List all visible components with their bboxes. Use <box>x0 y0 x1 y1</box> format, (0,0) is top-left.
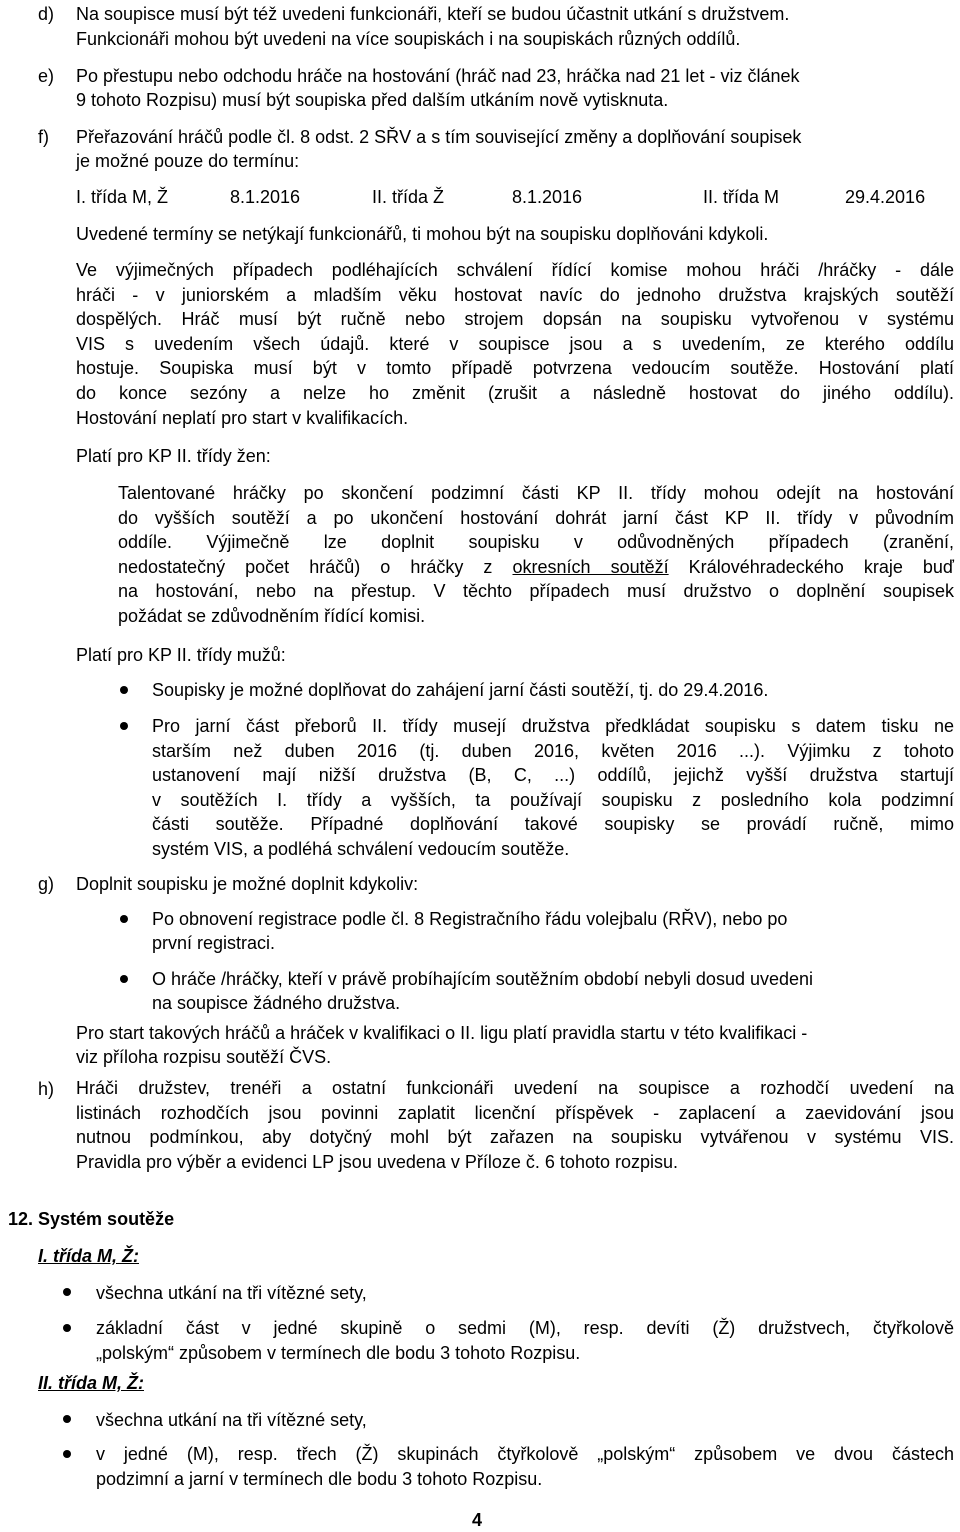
class-1-line: „polským“ způsobem v termínech dle bodu 3 tohoto Rozpisu. <box>96 1342 581 1363</box>
class-2-line: v jedné (M), resp. třech (Ž) skupinách čtyřkolově „polským“ způsobem ve dvou částech <box>96 1444 954 1464</box>
class-2-heading: II. třída M, Ž: <box>38 1373 144 1393</box>
kp-women-text: nedostatečný počet hráčů) o hráčky z <box>118 556 513 577</box>
bullet-icon <box>63 1415 71 1423</box>
g-paragraph-line1: Pro start takových hráčů a hráček v kvalifikaci o II. ligu platí pravidla startu v této kvalifikaci - <box>76 1023 808 1043</box>
page-number: 4 <box>472 1510 483 1530</box>
bullet-icon <box>120 915 128 923</box>
item-d-label: d) <box>38 4 55 24</box>
section-12-heading: 12. Systém soutěže <box>8 1209 175 1229</box>
exceptional-line: hostuje. Soupiska musí být v tomto případě potvrzena vedoucím soutěže. Hostování platí <box>76 358 954 379</box>
kp-women-line: Talentované hráčky po skončení podzimní části KP II. třídy mohou odejít na hostování <box>118 483 954 503</box>
deadline-1-label: I. třída M, Ž <box>76 187 169 207</box>
item-h-line: listinách rozhodčích jsou povinni zaplatit licenční příspěvek - zaplacení a zaevidování jsou <box>76 1102 954 1123</box>
exceptional-line: VIS s uvedením všech údajů. které v soupisce jsou a s uvedením, ze kterého oddílu <box>76 333 954 354</box>
note-functionaries: Uvedené termíny se netýkají funkcionářů, ti mohou být na soupisku doplňováni kdykoli. <box>76 224 769 244</box>
item-d-line1: Na soupisce musí být též uvedeni funkcionáři, kteří se budou účastnit utkání s družstvem. <box>76 4 790 24</box>
kp-men-line: ustanovení mají nižší družstva (B, C, ...) oddílů, jejichž vyšší družstva startují <box>152 765 954 786</box>
deadline-2-label: II. třída Ž <box>372 187 445 207</box>
class-2-bullet-1: všechna utkání na tři vítězné sety, <box>96 1410 367 1430</box>
bullet-icon <box>120 686 128 694</box>
kp-women-paragraph <box>118 481 954 629</box>
kp-men-line: systém VIS, a podléhá schválení vedoucím soutěže. <box>152 838 570 859</box>
deadline-2-date: 8.1.2016 <box>512 187 583 207</box>
item-g-text: Doplnit soupisku je možné doplnit kdykoliv: <box>76 874 419 894</box>
g-bullet-2-line2: na soupisce žádného družstva. <box>152 993 401 1013</box>
kp-women-heading: Platí pro KP II. třídy žen: <box>76 446 271 466</box>
g-bullet-1-line1: Po obnovení registrace podle čl. 8 Registračního řádu volejbalu (RŘV), nebo po <box>152 909 788 929</box>
deadline-1-date: 8.1.2016 <box>230 187 301 207</box>
class-2-line: podzimní a jarní v termínech dle bodu 3 tohoto Rozpisu. <box>96 1468 543 1489</box>
exceptional-line: dospělých. Hráč musí být ručně nebo strojem dopsán na soupisku vytvořenou v systému <box>76 309 954 330</box>
exceptional-line: do konce sezóny a nelze ho změnit (zrušit a následně hostovat do jiného oddílu). <box>76 382 954 403</box>
kp-women-text: Královéhradeckého kraje buď <box>668 556 954 577</box>
item-e-label: e) <box>38 66 55 86</box>
g-bullet-1-line2: první registraci. <box>152 933 276 953</box>
district-competitions-link: okresních soutěží <box>512 556 669 577</box>
kp-women-line: do vyšších soutěží a po ukončení hostování dohrát jarní část KP II. třídy v původním <box>118 507 954 528</box>
item-d-line2: Funkcionáři mohou být uvedeni na více soupiskách i na soupiskách různých oddílů. <box>76 29 741 49</box>
g-bullet-2-line1: O hráče /hráčky, kteří v právě probíhajícím soutěžním období nebyli dosud uvedeni <box>152 969 814 989</box>
kp-women-line: požádat se zdůvodněním řídící komisi. <box>118 605 426 626</box>
bullet-icon <box>63 1450 71 1458</box>
kp-women-line: na hostování, nebo na přestup. V těchto případech musí družstvo o doplnění soupisek <box>118 581 954 602</box>
exceptional-paragraph <box>76 258 954 430</box>
item-h-line: Hráči družstev, trenéři a ostatní funkcionáři uvedení na soupisce a rozhodčí uvedení na <box>76 1078 954 1098</box>
class-2-bullet-2 <box>96 1442 954 1491</box>
deadline-3-label: II. třída M <box>703 187 780 207</box>
item-g-label: g) <box>38 874 55 894</box>
kp-men-bullet-2 <box>152 714 954 862</box>
item-h-line: nutnou podmínkou, aby dotyčný mohl být zařazen na soupisku vytvářenou v systému VIS. <box>76 1127 954 1148</box>
kp-women-line: oddíle. Výjimečně lze doplnit soupisku v odůvodněných případech (zranění, <box>118 532 954 553</box>
g-paragraph-line2: viz příloha rozpisu soutěží ČVS. <box>76 1047 332 1067</box>
kp-men-line: části soutěže. Případné doplňování takové soupisky se provádí ručně, mimo <box>152 814 954 835</box>
class-1-bullet-1: všechna utkání na tři vítězné sety, <box>96 1283 367 1303</box>
item-h-paragraph <box>76 1076 954 1174</box>
kp-men-line: starším než duben 2016 (tj. duben 2016, květen 2016 ...). Výjimku z tohoto <box>152 740 954 761</box>
exceptional-line: hráči - v juniorském a mladším věku hostovat navíc do jednoho družstva krajských soutěží <box>76 284 954 305</box>
class-1-heading: I. třída M, Ž: <box>38 1246 139 1266</box>
item-f-label: f) <box>38 127 49 147</box>
kp-women-line <box>118 555 954 580</box>
bullet-icon <box>120 722 128 730</box>
exceptional-line: Ve výjimečných případech podléhajících schválení řídící komise mohou hráči /hráčky - dále <box>76 260 954 280</box>
item-f-line1: Přeřazování hráčů podle čl. 8 odst. 2 SŘV a s tím související změny a doplňování soupisek <box>76 127 802 147</box>
class-1-line: základní část v jedné skupině o sedmi (M), resp. devíti (Ž) družstvech, čtyřkolově <box>96 1318 954 1338</box>
item-e-line2: 9 tohoto Rozpisu) musí být soupiska před dalším utkáním nově vytisknuta. <box>76 90 669 110</box>
exceptional-line: Hostování neplatí pro start v kvalifikacích. <box>76 407 409 428</box>
item-h-label: h) <box>38 1079 55 1099</box>
item-e-line1: Po přestupu nebo odchodu hráče na hostování (hráč nad 23, hráčka nad 21 let - viz článek <box>76 66 800 86</box>
kp-men-line: v soutěžích I. třídy a vyšších, ta používají soupisku z posledního kola podzimní <box>152 789 954 810</box>
bullet-icon <box>63 1324 71 1332</box>
class-1-bullet-2 <box>96 1316 954 1365</box>
kp-men-bullet-1: Soupisky je možné doplňovat do zahájení jarní části soutěží, tj. do 29.4.2016. <box>152 680 769 700</box>
kp-men-line: Pro jarní část přeborů II. třídy musejí družstva předkládat soupisku s datem tisku ne <box>152 716 954 736</box>
bullet-icon <box>63 1288 71 1296</box>
item-h-line: Pravidla pro výběr a evidenci LP jsou uvedena v Příloze č. 6 tohoto rozpisu. <box>76 1151 679 1172</box>
item-f-line2: je možné pouze do termínu: <box>76 151 300 171</box>
bullet-icon <box>120 975 128 983</box>
kp-men-heading: Platí pro KP II. třídy mužů: <box>76 645 286 665</box>
deadline-3-date: 29.4.2016 <box>845 187 926 207</box>
